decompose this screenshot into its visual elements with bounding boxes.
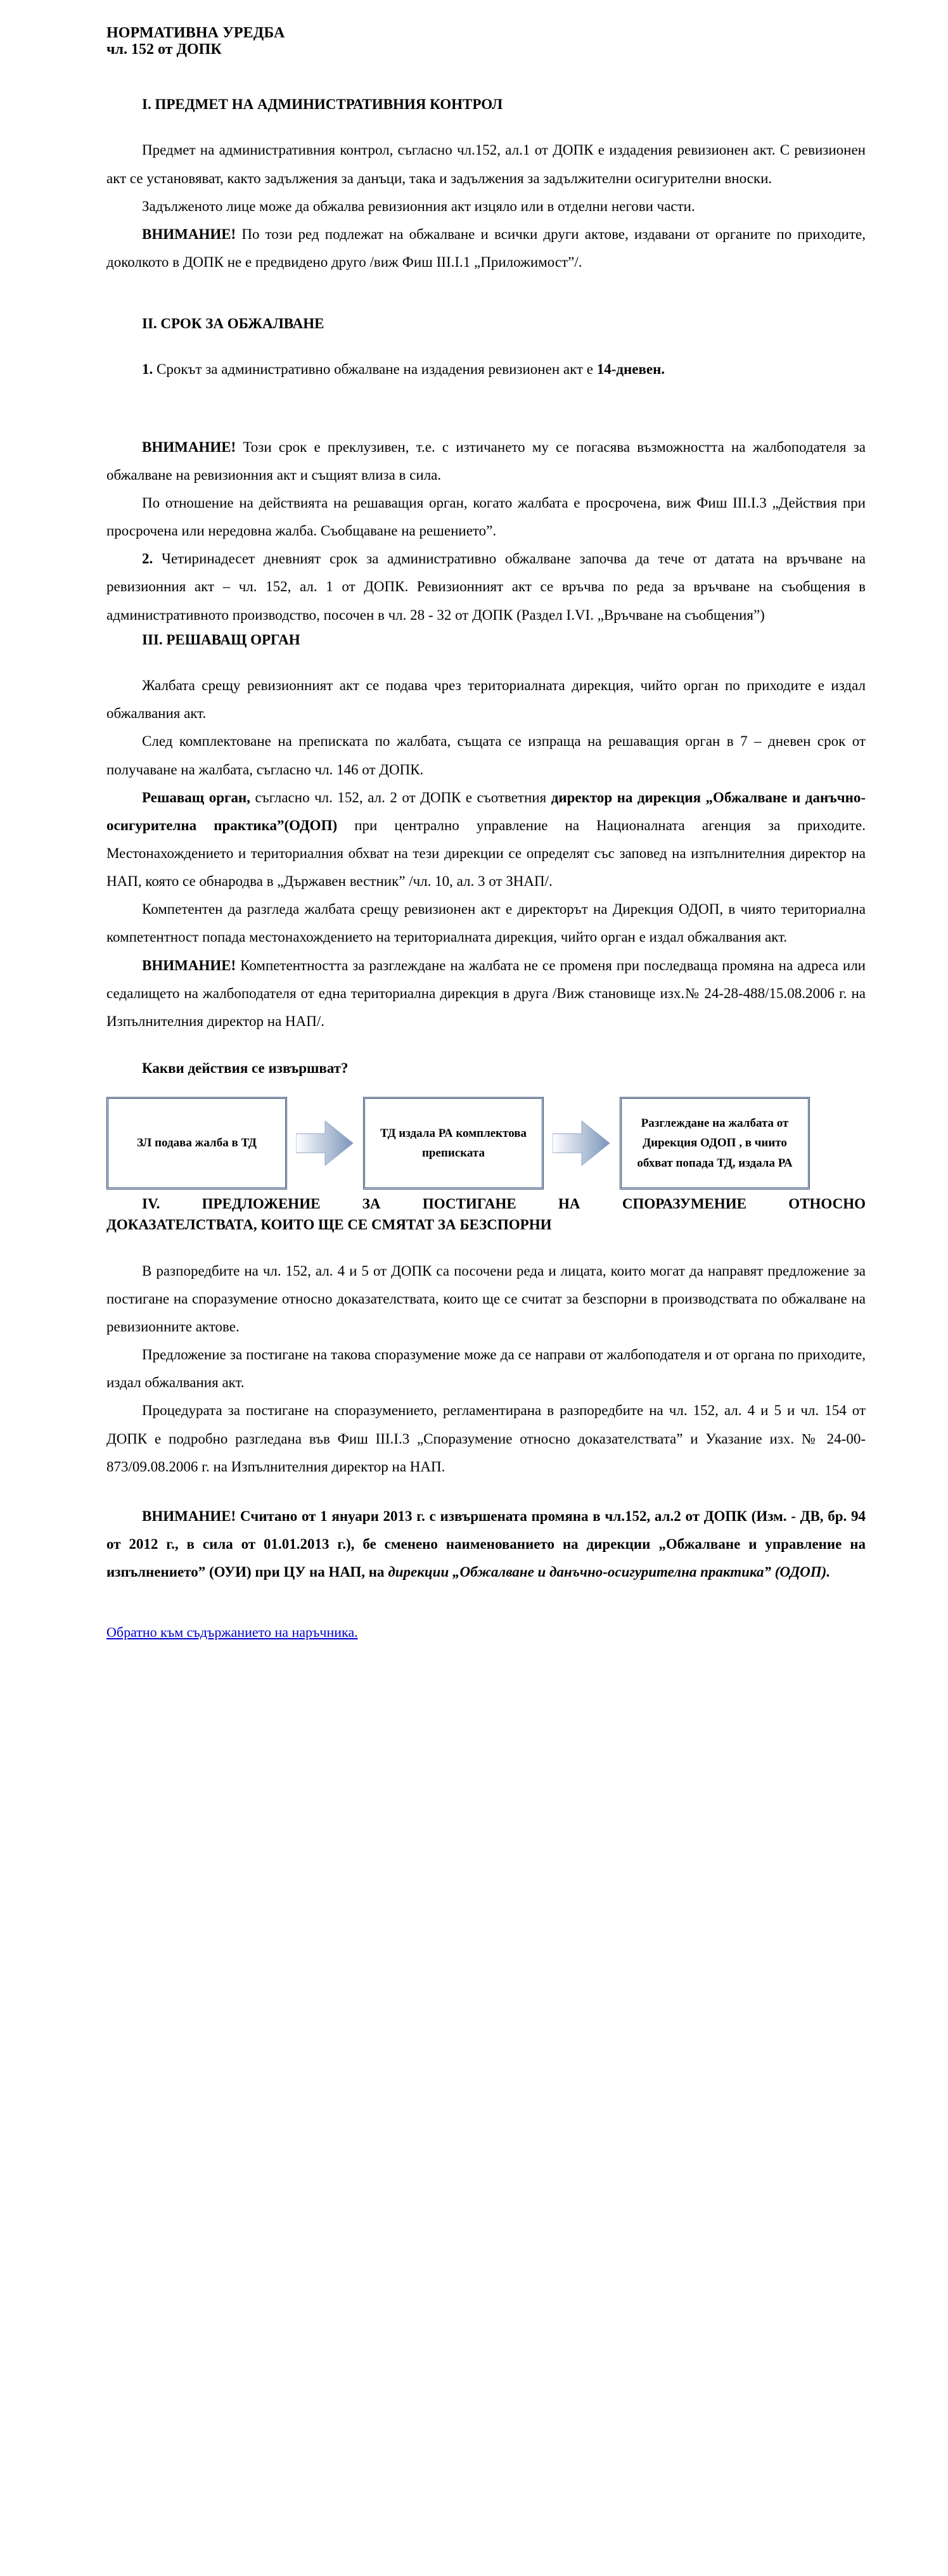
arrow-right-icon [296, 1120, 354, 1167]
decision-body-text-1: съгласно чл. 152, ал. 2 от ДОПК е съответния [250, 789, 551, 805]
back-to-contents-link[interactable]: Обратно към съдържанието на наръчника. [106, 1624, 358, 1641]
item-number: 2. [142, 551, 153, 567]
section-2-item-2 [106, 545, 866, 629]
spacer [106, 1035, 866, 1057]
attention-text: Компетентността за разглеждане на жалбата не се променя при последваща промяна на адреса или седалището на жалбоподателя от една териториална дирекция в друга /Виж становище изх.№ 24-28-488/15.08.2006 г. на Изпълнителния директор на НАП/. [106, 957, 866, 1029]
section-heading-3: III. РЕШАВАЩ ОРГАН [142, 631, 300, 648]
attention-text-italic: дирекции „Обжалване и данъчно-осигурителна практика” (ОДОП). [388, 1564, 831, 1580]
spacer [106, 421, 866, 433]
section-3-paragraph-2: След комплектоване на преписката по жалбата, същата се изпраща на решаващия орган в 7 – дневен срок от получаване на жалбата, съгласно чл. 146 от ДОПК. [106, 733, 866, 778]
attention-label: ВНИМАНИЕ! [142, 226, 236, 242]
spacer [106, 384, 866, 421]
spacer [106, 650, 866, 672]
document-title-line1: НОРМАТИВНА УРЕДБА [106, 25, 285, 41]
section-1-paragraph-1: Предмет на административния контрол, съгласно чл.152, ал.1 от ДОПК е издадения ревизионен акт. С ревизионен акт се установяват, както задължения за данъци, така и задължения за задължителни осигурителни вноски. [106, 142, 866, 186]
document-title [106, 25, 866, 57]
item-text: Четиринадесет дневният срок за административно обжалване започва да тече от датата на връчване на ревизионния акт – чл. 152, ал. 1 от ДОПК. Ревизионният акт се връчва по реда за връчване на съобщения в административното производство, посочен в чл. 28 - 32 от ДОПК (Раздел I.VI. „Връчване на съобщения”) [106, 551, 866, 623]
spacer [106, 1481, 866, 1503]
section-1-attention-note [106, 221, 866, 276]
section-2-paragraph-3: По отношение на действията на решаващия орган, когато жалбата е просрочена, виж Фиш III.I.3 „Действия при просрочена или нередовна жалба. Съобщаване на решението”. [106, 494, 866, 539]
attention-text-bold: ВНИМАНИЕ! Считано от 1 януари 2013 г. с извършената промяна в чл.152, ал.2 от ДОПК (Изм. - ДВ, бр. 94 от 2012 г., в сила от 01.01.2013 г.), бе сменено наименованието на дирекции „Обжалване и управление на изпълнението” (ОУИ) при ЦУ на НАП, на [106, 1508, 866, 1580]
section-2-attention-note [106, 433, 866, 489]
spacer [106, 334, 866, 356]
section-heading-2: II. СРОК ЗА ОБЖАЛВАНЕ [142, 316, 324, 332]
section-1-paragraph-2: Задълженото лице може да обжалва ревизионния акт изцяло или в отделни негови части. [142, 198, 695, 214]
section-heading-4-line-1: IV. ПРЕДЛОЖЕНИЕ ЗА ПОСТИГАНЕ НА СПОРАЗУМЕНИЕ ОТНОСНО [142, 1195, 866, 1212]
flow-arrow-2 [544, 1097, 620, 1189]
item-text: Срокът за административно обжалване на издадения ревизионен акт е [153, 361, 597, 378]
decision-body-emphasis: директор на дирекция „Обжалване и данъчно-осигурителна практика”(ОДОП) [106, 789, 866, 833]
actions-question: Какви действия се извършват? [142, 1060, 349, 1077]
attention-label: ВНИМАНИЕ! [142, 439, 236, 455]
section-3-paragraph-1: Жалбата срещу ревизионният акт се подава чрез териториалната дирекция, чийто орган по приходите е издал обжалвания акт. [106, 677, 866, 722]
decision-body-text-2: при централно управление на Националната агенция за приходите. Местонахождението и териториалния обхват на тези дирекции се определят със заповед на изпълнителния директор на НАП, която се обнародва в „Държавен вестник” /чл. 10, ал. 3 от ЗНАП/. [106, 817, 866, 890]
spacer [106, 1236, 866, 1257]
section-4-paragraph-1: В разпоредбите на чл. 152, ал. 4 и 5 от ДОПК са посочени реда и лицата, които могат да направят предложение за постигане на споразумение относно доказателствата, които ще се считат за безспорни в производствата по обжалване на ревизионните актове. [106, 1262, 866, 1335]
spacer [106, 115, 866, 136]
decision-body-label: Решаващ орган, [142, 789, 250, 805]
section-3-decision-body [106, 784, 866, 896]
spacer [106, 276, 866, 313]
process-flow-diagram [106, 1097, 866, 1189]
section-heading-4 [106, 1193, 866, 1236]
document-title-line2: чл. 152 от ДОПК [106, 41, 222, 58]
section-3-paragraph-4: Компетентен да разгледа жалбата срещу ревизионен акт е директорът на Дирекция ОДОП, в чиято териториална компетентност попада местонахождението на териториалната дирекция, чийто орган е издал обжалвания акт. [106, 901, 866, 945]
spacer [106, 1586, 866, 1623]
section-4-paragraph-3: Процедурата за постигане на споразумението, регламентирана в разпоредбите на чл. 152, ал. 4 и 5 и чл. 154 от ДОПК е подробно разгледана във Фиш III.I.3 „Споразумение относно доказателствата” и Указание изх. № 24-00-873/09.08.2006 г. на Изпълнителния директор на НАП. [106, 1402, 866, 1475]
section-4-paragraph-2: Предложение за постигане на такова споразумение може да се направи от жалбоподателя и от органа по приходите, издал обжалвания акт. [106, 1347, 866, 1391]
attention-text: По този ред подлежат на обжалване и всички други актове, издавани от органите по приходите, доколкото в ДОПК не е предвидено друго /виж Фиш III.I.1 „Приложимост”/. [106, 226, 866, 270]
item-number: 1. [142, 361, 153, 378]
section-4-attention-note [106, 1503, 866, 1586]
flow-step-box-3: Разглеждане на жалбата от Дирекция ОДОП , в чиито обхват попада ТД, издала РА [620, 1097, 810, 1189]
flow-step-box-2: ТД издала РА комплектова преписката [363, 1097, 544, 1189]
spacer [106, 57, 866, 94]
section-heading-4-line-2: ДОКАЗАТЕЛСТВАТА, КОИТО ЩЕ СЕ СМЯТАТ ЗА БЕЗСПОРНИ [106, 1217, 552, 1233]
flow-step-box-1: ЗЛ подава жалба в ТД [106, 1097, 287, 1189]
flow-arrow-1 [287, 1097, 363, 1189]
arrow-right-icon [553, 1120, 611, 1167]
footer [106, 1623, 866, 1660]
attention-label: ВНИМАНИЕ! [142, 957, 236, 973]
item-emphasis: 14-дневен. [596, 361, 665, 378]
section-heading-1: I. ПРЕДМЕТ НА АДМИНИСТРАТИВНИЯ КОНТРОЛ [142, 96, 503, 112]
attention-text: Този срок е преклузивен, т.е. с изтичането му се погасява възможността на жалбоподателя за обжалване на ревизионния акт и същият влиза в сила. [106, 439, 866, 483]
section-3-attention-note [106, 952, 866, 1035]
section-2-item-1 [106, 356, 866, 383]
